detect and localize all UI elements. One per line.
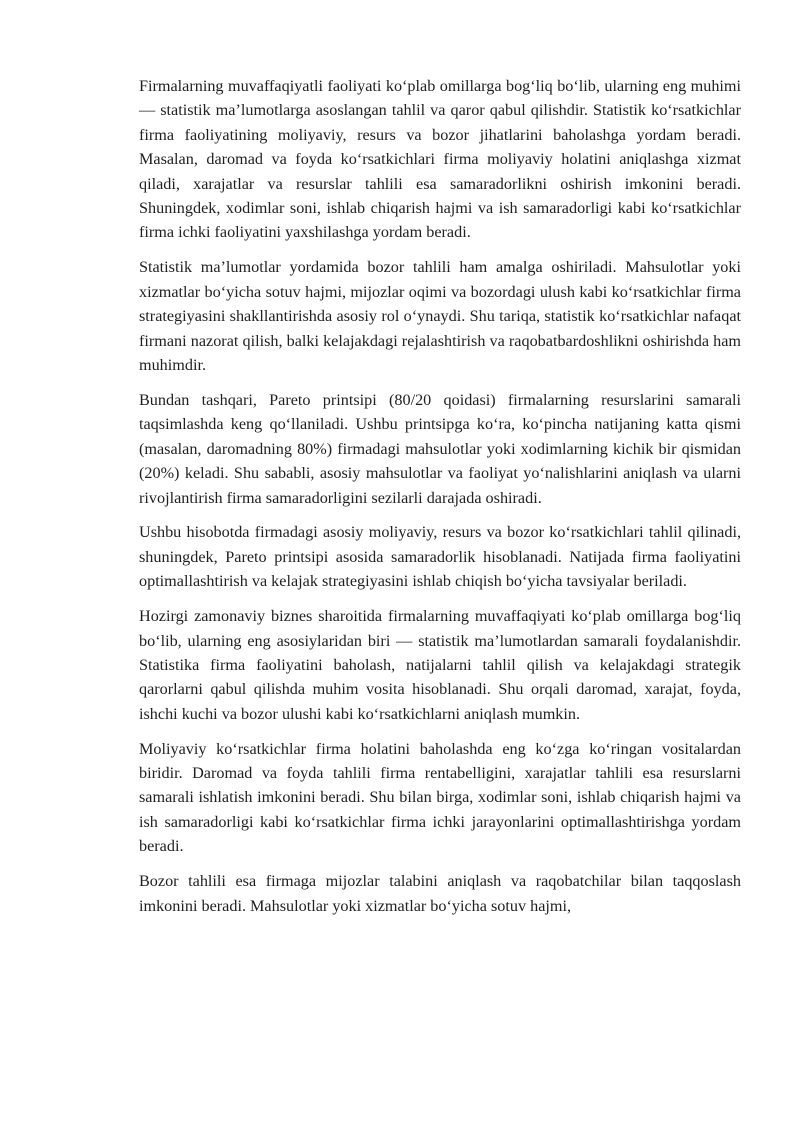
paragraph-4: Ushbu hisobotda firmadagi asosiy moliyaviy, resurs va bozor ko‘rsatkichlari tahlil qilinadi, shuningdek, Pareto printsipi asosida samaradorlik hisoblanadi. Natijada firma faoliyatini optimallashtirish va kelajak strategiyasini ishlab chiqish bo‘yicha tavsiyalar beriladi. xyxy=(139,523,741,591)
paragraph-3: Bundan tashqari, Pareto printsipi (80/20 qoidasi) firmalarning resurslarini samarali taqsimlashda keng qo‘llaniladi. Ushbu printsipga ko‘ra, ko‘pincha natijaning katta qismi (masalan, daromadning 80%) firmadagi mahsulotlar yoki xodimlarning kichik bir qismidan (20%) keladi. Shu sababli, asosiy mahsulotlar va faoliyat yo‘nalishlarini aniqlash va ularni rivojlantirish firma samaradorligini sezilarli darajada oshiradi. xyxy=(139,390,741,507)
document-body xyxy=(139,74,741,918)
paragraph-5: Hozirgi zamonaviy biznes sharoitida firmalarning muvaffaqiyati ko‘plab omillarga bog‘liq bo‘lib, ularning eng asosiylaridan biri — statistik ma’lumotlardan samarali foydalanishdir. Statistika firma faoliyatini baholash, natijalarni tahlil qilish va kelajakdagi strategik qarorlarni qabul qilishda muhim vosita hisoblanadi. Shu orqali daromad, xarajat, foyda, ishchi kuchi va bozor ulushi kabi ko‘rsatkichlarni aniqlash mumkin. xyxy=(139,607,741,723)
paragraph-2: Statistik ma’lumotlar yordamida bozor tahlili ham amalga oshiriladi. Mahsulotlar yoki xizmatlar bo‘yicha sotuv hajmi, mijozlar oqimi va bozordagi ulush kabi ko‘rsatkichlar firma strategiyasini shakllantirishda asosiy rol o‘ynaydi. Shu tariqa, statistik ko‘rsatkichlar nafaqat firmani nazorat qilish, balki kelajakdagi rejalashtirish va raqobatbardoshlikni oshirishda ham muhimdir. xyxy=(139,258,741,374)
paragraph-6: Moliyaviy ko‘rsatkichlar firma holatini baholashda eng ko‘zga ko‘ringan vositalardan biridir. Daromad va foyda tahlili firma rentabelligini, xarajatlar tahlili esa resurslarni samarali ishlatish imkonini beradi. Shu bilan birga, xodimlar soni, ishlab chiqarish hajmi va ish samaradorligi kabi ko‘rsatkichlar firma ichki jarayonlarini optimallashtirishga yordam beradi. xyxy=(139,739,741,856)
paragraph-1: Firmalarning muvaffaqiyatli faoliyati ko‘plab omillarga bog‘liq bo‘lib, ularning eng muhimi — statistik ma’lumotlarga asoslangan tahlil va qaror qabul qilishdir. Statistik ko‘rsatkichlar firma faoliyatining moliyaviy, resurs va bozor jihatlarini baholashga yordam beradi. Masalan, daromad va foyda ko‘rsatkichlari firma moliyaviy holatini aniqlashga xizmat qiladi, xarajatlar va resurslar tahlili esa samaradorlikni oshirish imkonini beradi. Shuningdek, xodimlar soni, ishlab chiqarish hajmi va ish samaradorligi kabi ko‘rsatkichlar firma ichki faoliyatini yaxshilashga yordam beradi. xyxy=(139,77,741,242)
paragraph-7: Bozor tahlili esa firmaga mijozlar talabini aniqlash va raqobatchilar bilan taqqoslash imkonini beradi. Mahsulotlar yoki xizmatlar bo‘yicha sotuv hajmi, xyxy=(139,872,741,915)
